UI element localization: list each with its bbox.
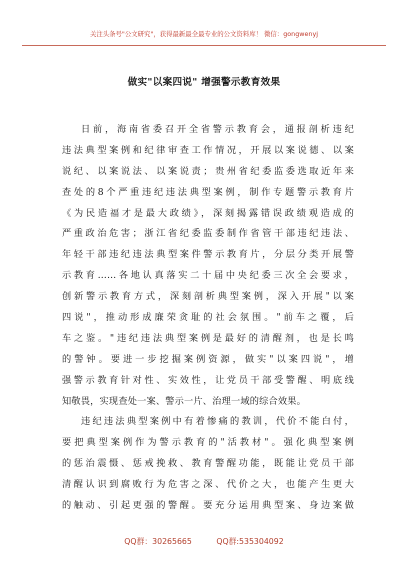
footer-qq-group-1: QQ群：30265665 xyxy=(124,537,192,546)
paragraph-2-line: 要把典型案例作为警示教育的"活教材"。强化典型案例 xyxy=(62,437,354,449)
paragraph-1-line: 知敬畏，实现查处一案、警示一片、治理一域的综合效果。 xyxy=(62,395,307,407)
paragraph-1-line: 查处的8个严重违纪违法典型案例，制作专题警示教育片 xyxy=(62,186,354,198)
paragraph-1-line: 创新警示教育方式，深刻剖析典型案例，深入开展"以案 xyxy=(62,291,354,303)
paragraph-1-line: 车之鉴。"违纪违法典型案例是最好的清醒剂，也是长鸣 xyxy=(62,332,354,344)
footer-qq-group-2: QQ群:535304092 xyxy=(216,537,284,546)
paragraph-2-line: 的触动、引起更强的警醒。要充分运用典型案、身边案做 xyxy=(62,500,354,512)
paragraph-2-line: 违纪违法典型案例中有着惨痛的教训，代价不能白付， xyxy=(81,416,354,428)
header-banner: 关注头条号"公文研究"，获得最新最全最专业的公文资料库！ 微信：gongwenyj xyxy=(89,30,319,38)
paragraph-1-line: 强警示教育针对性、实效性，让党员干部受警醒、明底线 xyxy=(62,374,354,386)
footer-contact xyxy=(0,536,408,547)
document-body xyxy=(62,120,354,517)
paragraph-1-line: 日前，海南省委召开全省警示教育会，通报剖析违纪 xyxy=(81,124,354,135)
paragraph-1-line: 的警钟。要进一步挖掘案例资源，做实"以案四说"，增 xyxy=(62,353,354,365)
paragraph-1-line: 严重政治危害；浙江省纪委监委制作省管干部违纪违法、 xyxy=(62,228,354,240)
paragraph-2-line: 清醒认识到腐败行为危害之深、代价之大，也能产生更大 xyxy=(62,479,354,491)
paragraph-1-line: 年轻干部违纪违法典型案件警示教育片，分层分类开展警 xyxy=(62,249,354,261)
header-divider xyxy=(22,45,386,46)
paragraph-1-line: 违法典型案例和纪律审查工作情况，开展以案说德、以案 xyxy=(62,144,354,156)
paragraph-2-line: 的惩治震慑、惩戒挽救、教育警醒功能，既能让党员干部 xyxy=(62,458,354,470)
paragraph-1-line: 示教育……各地认真落实二十届中央纪委三次全会要求， xyxy=(62,270,354,282)
paragraph-1-line: 四说"，推动形成廉荣贪耻的社会氛围。"前车之覆，后 xyxy=(62,312,354,324)
document-title: 做实"以案四说" 增强警示教育效果 xyxy=(127,77,281,88)
paragraph-1-line: 说纪、以案说法、以案说责；贵州省纪委监委选取近年来 xyxy=(62,165,354,177)
paragraph-1-line: 《为民造福才是最大政绩》，深刻揭露错误政绩观造成的 xyxy=(62,207,354,219)
